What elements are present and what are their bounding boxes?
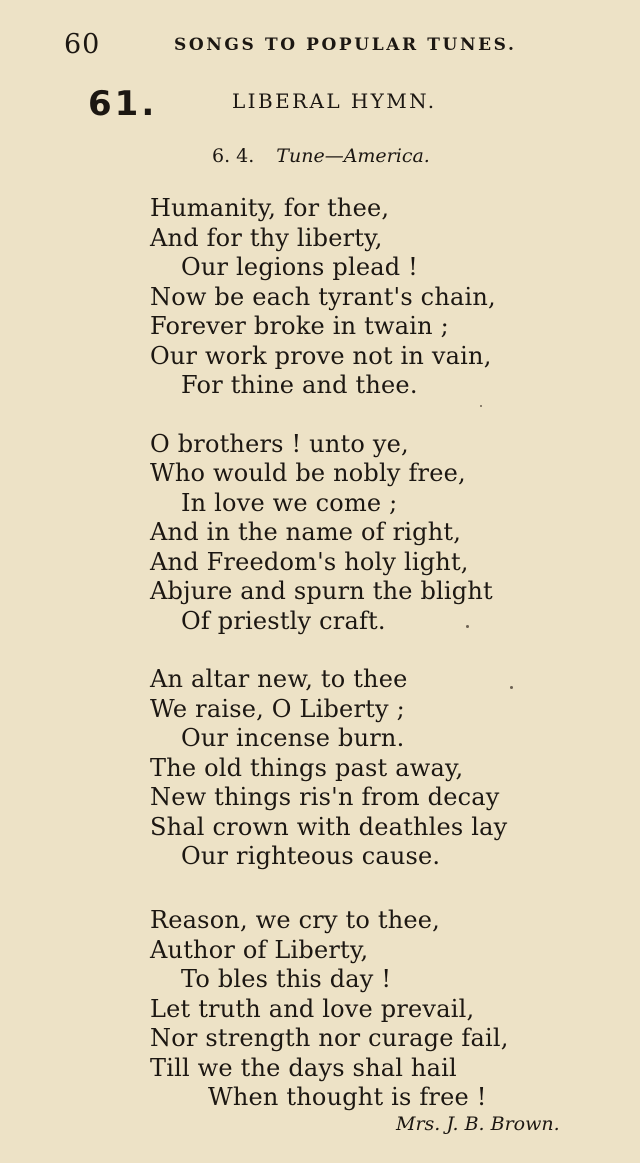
verse-line: The old things past away,: [150, 754, 464, 782]
verse-line: Who would be nobly free,: [150, 459, 466, 487]
paper-speck: [480, 405, 482, 407]
verse-line: When thought is free !: [208, 1083, 487, 1111]
verse-line: Forever broke in twain ;: [150, 312, 449, 340]
verse-line: To bles this day !: [181, 965, 392, 993]
author-signature: Mrs. J. B. Brown.: [396, 1113, 560, 1135]
hymn-number: 61.: [88, 84, 158, 124]
verse-line: Our work prove not in vain,: [150, 342, 492, 370]
verse-line: Reason, we cry to thee,: [150, 906, 440, 934]
verse-line: Our incense burn.: [181, 724, 405, 752]
paper-speck: [510, 686, 513, 689]
page-number: 60: [64, 29, 101, 60]
verse-line: Till we the days shal hail: [150, 1054, 457, 1082]
verse-line: We raise, O Liberty ;: [150, 695, 405, 723]
verse-line: Our righteous cause.: [181, 842, 441, 870]
tune-name: Tune—America.: [276, 145, 430, 167]
verse-line: Author of Liberty,: [150, 936, 369, 964]
meter-line: [212, 144, 430, 168]
running-head: SONGS TO POPULAR TUNES.: [174, 35, 517, 55]
verse-line: Of priestly craft.: [181, 607, 386, 635]
verse-line: And Freedom's holy light,: [150, 548, 469, 576]
verse-line: And for thy liberty,: [150, 224, 383, 252]
verse-line: Shal crown with deathles lay: [150, 813, 508, 841]
verse-line: Now be each tyrant's chain,: [150, 283, 496, 311]
verse-line: Our legions plead !: [181, 253, 418, 281]
verse-line: O brothers ! unto ye,: [150, 430, 409, 458]
verse-line: Let truth and love prevail,: [150, 995, 475, 1023]
verse-line: In love we come ;: [181, 489, 398, 517]
meter: 6. 4.: [212, 145, 255, 167]
verse-line: Abjure and spurn the blight: [150, 577, 493, 605]
verse-line: New things ris'n from decay: [150, 783, 500, 811]
paper-speck: [466, 625, 469, 628]
verse-line: For thine and thee.: [181, 371, 418, 399]
verse-line: Nor strength nor curage fail,: [150, 1024, 509, 1052]
hymn-title: LIBERAL HYMN.: [232, 89, 437, 113]
verse-line: Humanity, for thee,: [150, 194, 390, 222]
verse-line: An altar new, to thee: [150, 665, 408, 693]
verse-line: And in the name of right,: [150, 518, 462, 546]
